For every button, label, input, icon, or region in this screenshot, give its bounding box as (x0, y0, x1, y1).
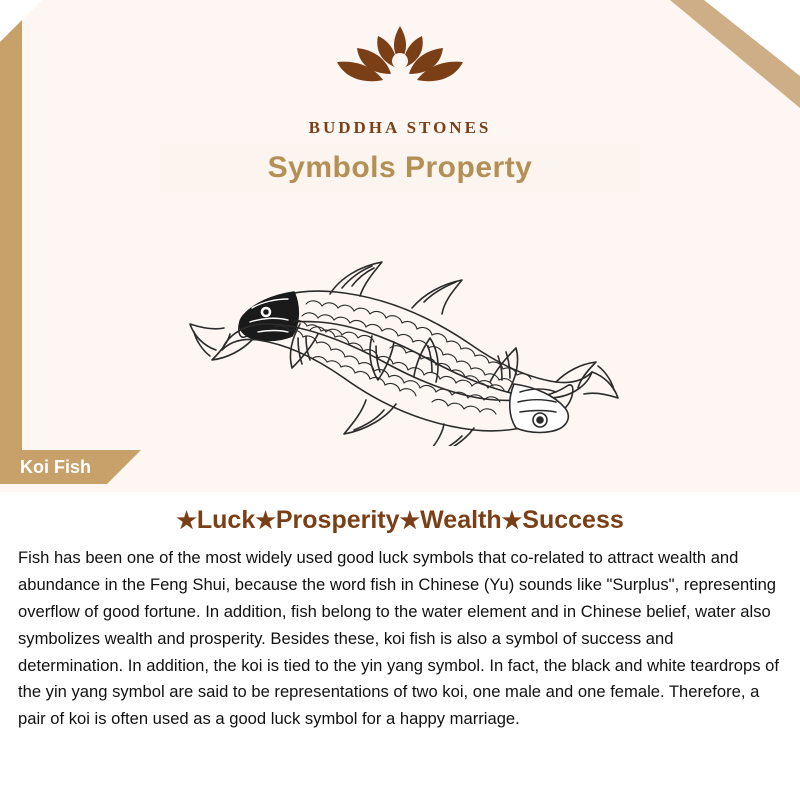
star-icon-2: ★ (255, 507, 276, 533)
brand-name: BUDDHA STONES (308, 118, 492, 137)
star-icon-4: ★ (501, 507, 523, 533)
section-label-ribbon (0, 450, 141, 484)
keywords-line (0, 492, 800, 535)
ribbon-tail (107, 450, 141, 484)
section-label-text: Koi Fish (0, 450, 107, 484)
page-title: Symbols Property (267, 151, 533, 184)
keyword-luck: Luck (196, 506, 256, 534)
keyword-success: Success (522, 506, 624, 534)
bottom-fade (0, 788, 800, 800)
brand-logo (0, 18, 800, 138)
star-icon-1: ★ (176, 507, 197, 533)
lotus-meditation-icon (305, 18, 495, 114)
keyword-prosperity: Prosperity (275, 506, 400, 534)
illustration-area (0, 196, 800, 446)
content-panel (0, 492, 800, 800)
keyword-wealth: Wealth (420, 506, 502, 534)
title-banner (160, 144, 640, 192)
star-icon-3: ★ (399, 507, 421, 533)
two-koi-fish-yin-yang-illustration (0, 196, 800, 446)
description-paragraph: Fish has been one of the most widely used good luck symbols that co-related to attract wealth and abundance in the Feng Shui, because the word fish in Chinese (Yu) sounds like "Surplus", representing overflow of good fortune. In addition, fish belong to the water element and in Chinese belief, water also symbolizes wealth and prosperity. Besides these, koi fish is also a symbol of success and determination. In addition, the koi is tied to the yin yang symbol. In fact, the black and white teardrops of the yin yang symbol are said to be representations of two koi, one male and one female. Therefore, a pair of koi is often used as a good luck symbol for a happy marriage. (18, 548, 779, 729)
